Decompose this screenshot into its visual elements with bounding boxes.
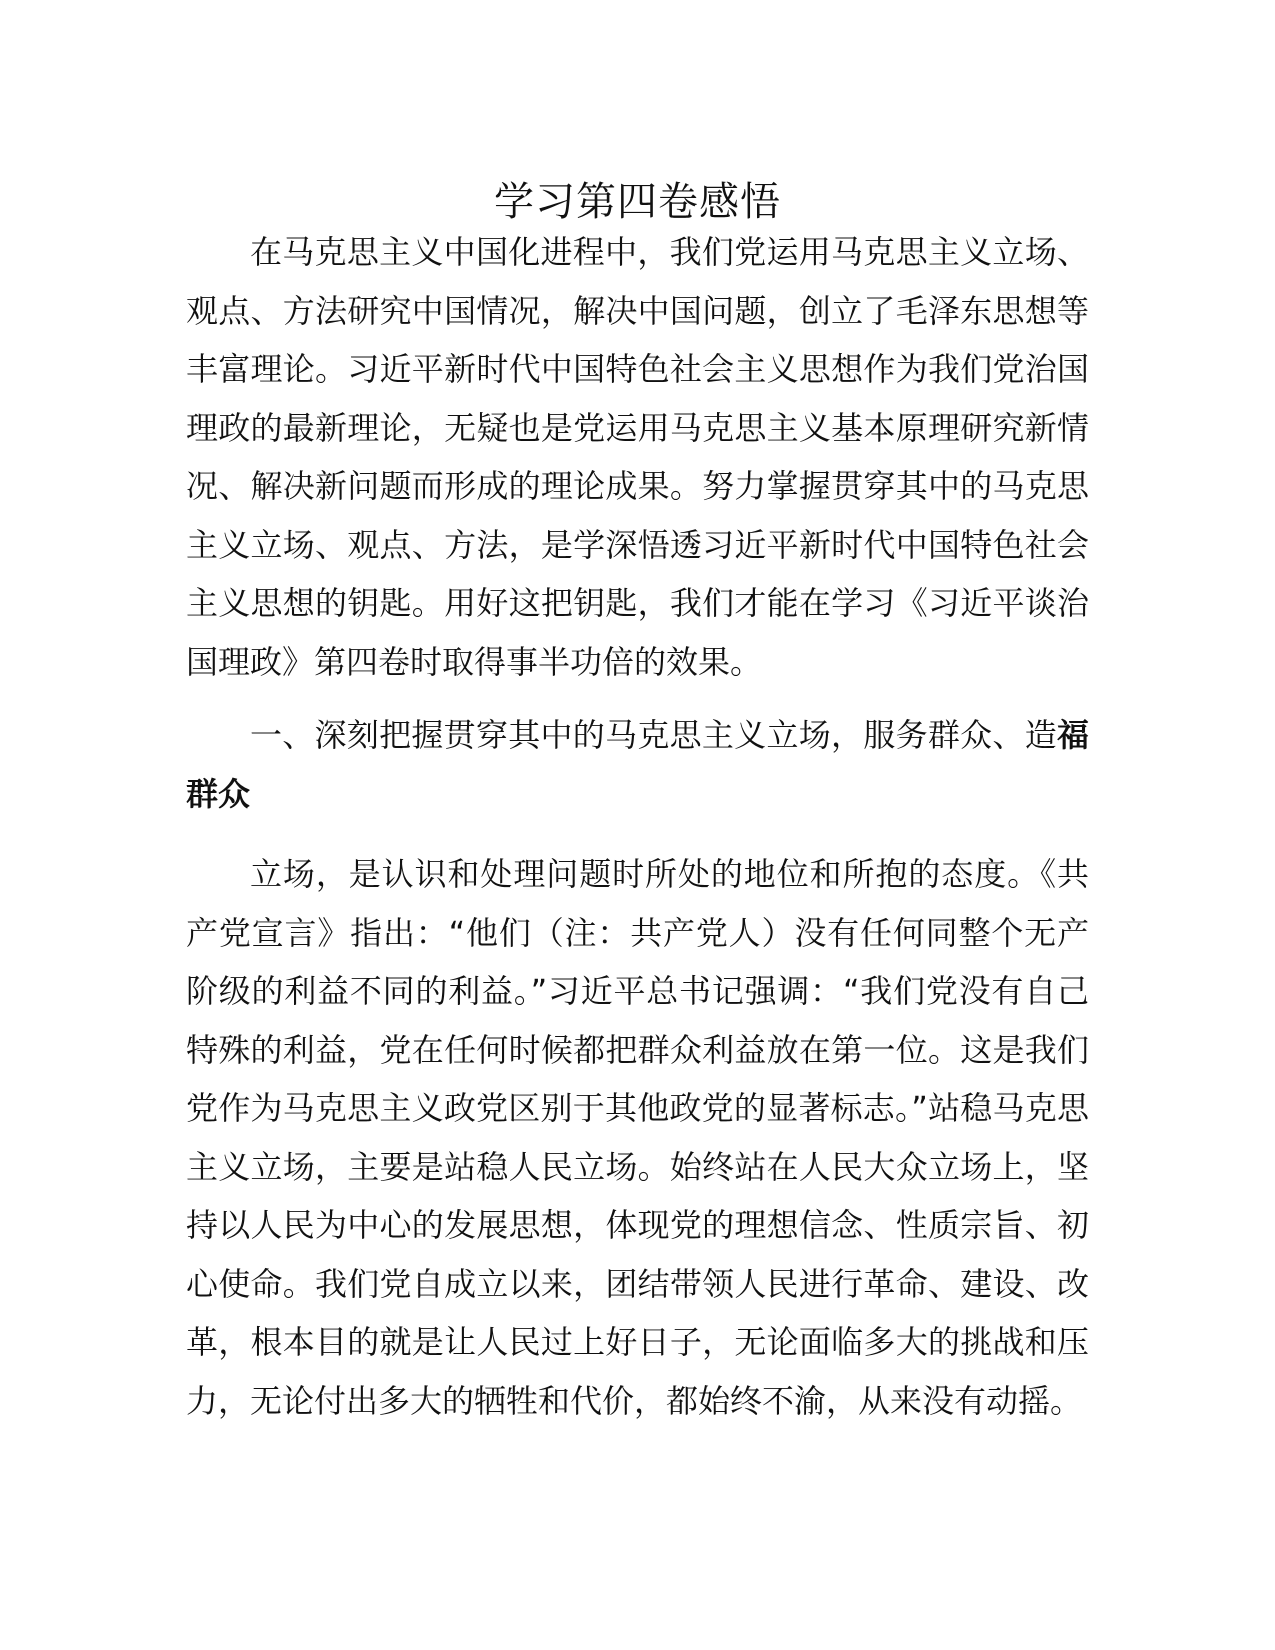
document-body [186, 223, 1089, 1445]
section-heading-bold-text: 福群众 [186, 716, 1089, 813]
document-title: 学习第四卷感悟 [494, 178, 781, 225]
section-heading-text: 一、深刻把握贯穿其中的马克思主义立场，服务群众、造 [250, 716, 1057, 754]
section-heading [186, 706, 1089, 823]
intro-paragraph: 在马克思主义中国化进程中，我们党运用马克思主义立场、观点、方法研究中国情况，解决中国问题，创立了毛泽东思想等丰富理论。习近平新时代中国特色社会主义思想作为我们党治国理政的最新理论，无疑也是党运用马克思主义基本原理研究新情况、解决新问题而形成的理论成果。努力掌握贯穿其中的马克思主义立场、观点、方法，是学深悟透习近平新时代中国特色社会主义思想的钥匙。用好这把钥匙，我们才能在学习《习近平谈治国理政》第四卷时取得事半功倍的效果。 [186, 233, 1089, 681]
section-paragraph: 立场，是认识和处理问题时所处的地位和所抱的态度。《共产党宣言》指出：“他们（注：共产党人）没有任何同整个无产阶级的利益不同的利益。”习近平总书记强调：“我们党没有自己特殊的利益，党在任何时候都把群众利益放在第一位。这是我们党作为马克思主义政党区别于其他政党的显著标志。”站稳马克思主义立场，主要是站稳人民立场。始终站在人民大众立场上，坚持以人民为中心的发展思想，体现党的理想信念、性质宗旨、初心使命。我们党自成立以来，团结带领人民进行革命、建设、改革，根本目的就是让人民过上好日子，无论面临多大的挑战和压力，无论付出多大的牺牲和代价，都始终不渝，从来没有动摇。 [186, 855, 1089, 1420]
